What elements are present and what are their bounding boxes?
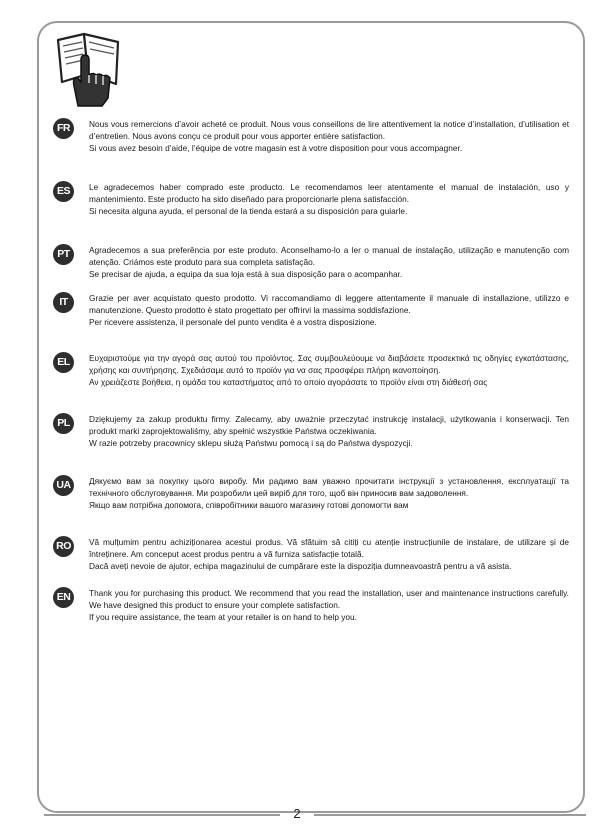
language-badge: PT: [53, 244, 74, 265]
intro-paragraph: Vă mulțumim pentru achiziționarea acestui produs. Vă sfătuim să citiți cu atenție instrucțiunile de instalare, de utilizare și de întreținere. Am conceput acest produs pentru a vă furniza satisfacție totală.: [89, 537, 569, 560]
intro-paragraph: Nous vous remercions d’avoir acheté ce produit. Nous vous conseillons de lire attentivement la notice d’installation, d’utilisation et d’entretien. Nous avons conçu ce produit pour vous apporter entière satisfaction.: [89, 119, 569, 142]
language-badge: FR: [53, 118, 74, 139]
section-text: [89, 587, 569, 624]
section-text: [89, 413, 569, 450]
help-paragraph: Per ricevere assistenza, il personale del punto vendita è a vostra disposizione.: [89, 317, 377, 328]
intro-paragraph: Le agradecemos haber comprado este producto. Le recomendamos leer atentamente el manual de instalación, uso y mantenimiento. Este producto ha sido diseñado para proporcionarle plena satisfacción.: [89, 182, 569, 205]
language-badge: UA: [53, 475, 74, 496]
section-text: [89, 292, 569, 329]
section-text: [89, 352, 569, 389]
language-badge: RO: [53, 536, 74, 557]
help-paragraph: Se precisar de ajuda, a equipa da sua loja está à sua disposição para o acompanhar.: [89, 269, 403, 280]
section-text: [89, 181, 569, 218]
intro-paragraph: Grazie per aver acquistato questo prodotto. Vi raccomandiamo di leggere attentamente il manuale di installazione, utilizzo e manutenzione. Questo prodotto è stato progettato per offrirvi la massima soddisfazione.: [89, 293, 569, 316]
intro-paragraph: Дякуємо вам за покупку цього виробу. Ми радимо вам уважно прочитати інструкції з установлення, експлуатації та технічного обслуговування. Ми розробили цей виріб для того, щоб він приносив вам задоволення.: [89, 476, 569, 499]
footer-line-right: [314, 814, 586, 816]
intro-paragraph: Ευχαριστούμε για την αγορά σας αυτού του προϊόντος. Σας συμβουλεύουμε να διαβάσετε προσεκτικά τις οδηγίες εγκατάστασης, χρήσης και συντήρησης. Σχεδιάσαμε αυτό το προϊόν για να σας προσφέρει πλήρη ικανοποίηση.: [89, 353, 569, 376]
help-paragraph: Якщо вам потрібна допомога, співробітники вашого магазину готові допомогти вам: [89, 500, 409, 511]
language-badge: EL: [53, 352, 74, 373]
section-text: [89, 475, 569, 512]
read-manual-icon: [48, 30, 136, 110]
help-paragraph: Αν χρειάζεστε βοήθεια, η ομάδα του καταστήματος από το οποίο αγοράσατε το προϊόν είναι στη διάθεσή σας: [89, 377, 488, 388]
page-number: 2: [293, 806, 301, 821]
intro-paragraph: Dziękujemy za zakup produktu firmy. Zalecamy, aby uważnie przeczytać instrukcję instalacji, użytkowania i konserwacji. Ten produkt marki zaprojektowaliśmy, aby spełnić wszystkie Państwa oczekiwania.: [89, 414, 569, 437]
help-paragraph: Si necesita alguna ayuda, el personal de la tienda estará a su disposición para guiarle.: [89, 206, 408, 217]
help-paragraph: W razie potrzeby pracownicy sklepu służą Państwu pomocą i są do Państwa dyspozycji.: [89, 438, 413, 449]
intro-paragraph: Agradecemos a sua preferência por este produto. Aconselhamo-lo a ler o manual de instalação, utilização e manutenção com atenção. Criámos este produto para sua completa satisfação.: [89, 245, 569, 268]
intro-paragraph: Thank you for purchasing this product. We recommend that you read the installation, user and maintenance instructions carefully. We have designed this product to ensure your complete satisfaction.: [89, 588, 569, 611]
section-text: [89, 244, 569, 281]
section-text: [89, 536, 569, 573]
language-badge: PL: [53, 413, 74, 434]
language-badge: EN: [53, 587, 74, 608]
help-paragraph: Si vous avez besoin d’aide, l’équipe de votre magasin est à votre disposition pour vous accompagner.: [89, 143, 463, 154]
footer-line-left: [44, 814, 280, 816]
help-paragraph: If you require assistance, the team at your retailer is on hand to help you.: [89, 612, 357, 623]
language-badge: ES: [53, 181, 74, 202]
section-text: [89, 118, 569, 155]
language-badge: IT: [53, 292, 74, 313]
help-paragraph: Dacă aveți nevoie de ajutor, echipa magazinului de cumpărare este la dispoziția dumneavoastră pentru a vă asista.: [89, 561, 512, 572]
